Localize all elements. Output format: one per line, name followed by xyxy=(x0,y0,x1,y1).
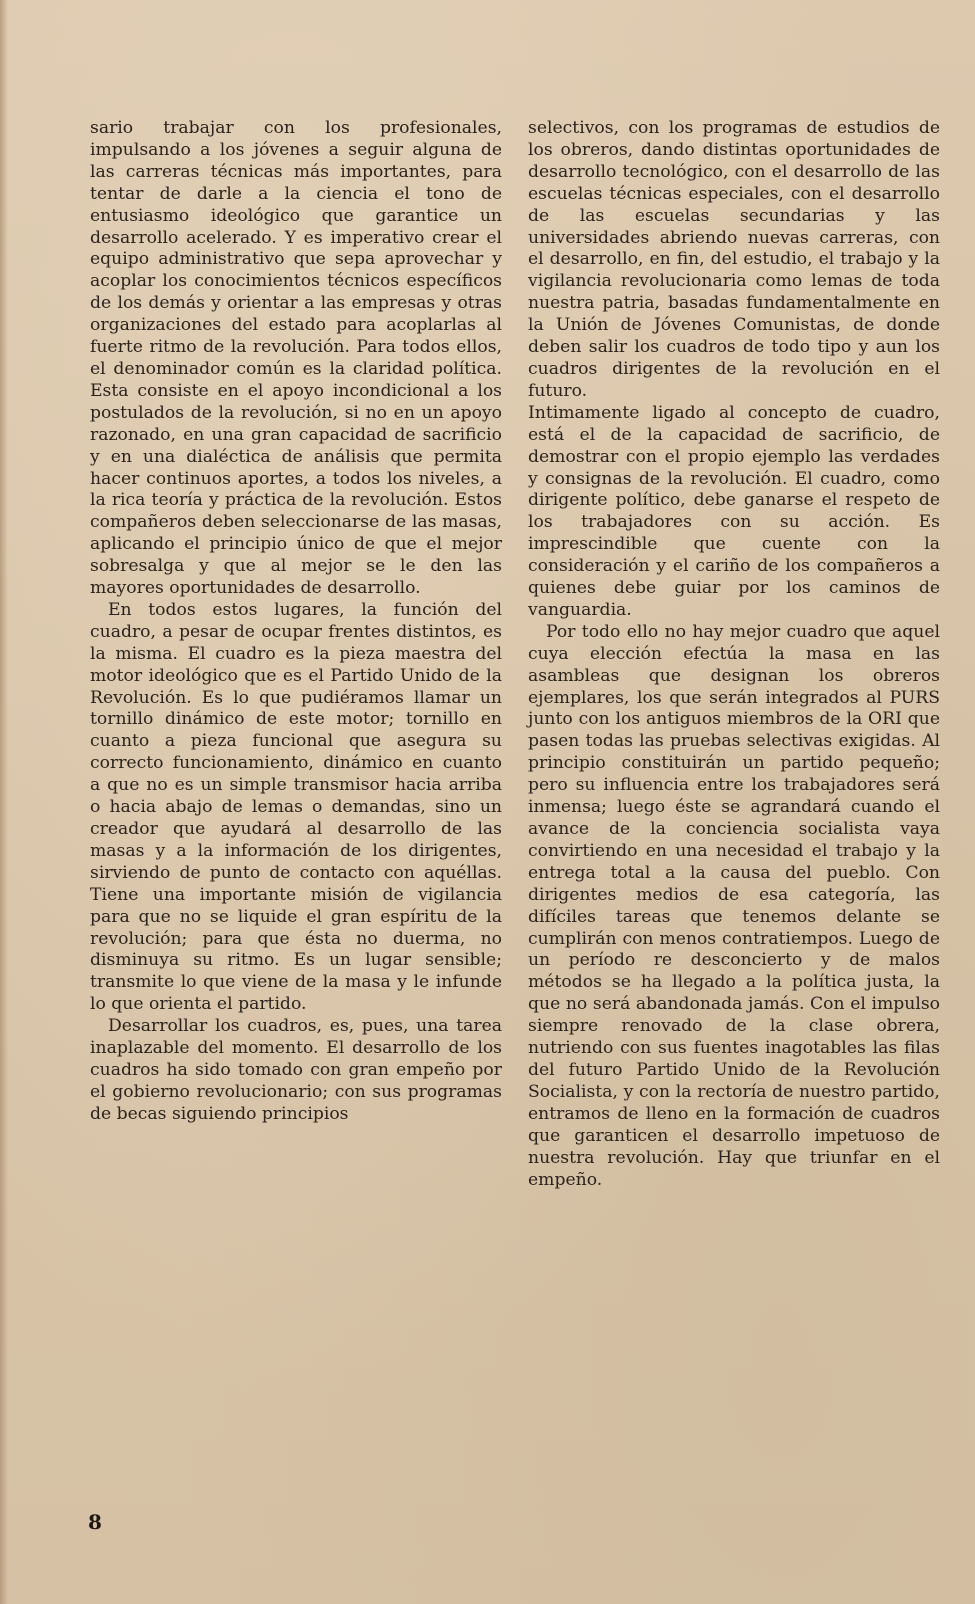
paragraph: selectivos, con los programas de estudios de los obreros, dando distintas oportunidades de desarrollo tecnológico, con el desarrollo de las escuelas técnicas especiales, con el desarrollo de las escuelas secundarias y las universidades abriendo nuevas carreras, con el desarrollo, en fin, del estudio, el trabajo y la vigilancia revolucionaria como lemas de toda nuestra patria, basadas fundamentalmente en la Unión de Jóvenes Comunistas, de donde deben salir los cuadros de todo tipo y aun los cuadros dirigentes de la revolución en el futuro. xyxy=(528,118,940,401)
left-text-column xyxy=(90,118,502,1126)
paragraph: sario trabajar con los profesionales, impulsando a los jóvenes a seguir alguna de las carreras técnicas más importantes, para tentar de darle a la ciencia el tono de entusiasmo ideológico que garantice un desarrollo acelerado. Y es imperativo crear el equipo administrativo que sepa aprovechar y acoplar los conocimientos técnicos específicos de los demás y orientar a las empresas y otras organizaciones del estado para acoplarlas al fuerte ritmo de la revolución. Para todos ellos, el denominador común es la claridad política. Esta consiste en el apoyo incondicional a los postulados de la revolución, si no en un apoyo razonado, en una gran capacidad de sacrificio y en una dialéctica de análisis que permita hacer continuos aportes, a todos los niveles, a la rica teoría y práctica de la revolución. Estos compañeros deben seleccionarse de las masas, aplicando el principio único de que el mejor sobresalga y que al mejor se le den las mayores oportunidades de desarrollo. xyxy=(90,118,502,599)
paragraph: Desarrollar los cuadros, es, pues, una tarea inaplazable del momento. El desarrollo de los cuadros ha sido tomado con gran empeño por el gobierno revolucionario; con sus programas de becas siguiendo principios xyxy=(90,1016,502,1124)
right-text-column xyxy=(528,118,940,1191)
paragraph: Intimamente ligado al concepto de cuadro, está el de la capacidad de sacrificio, de demostrar con el propio ejemplo las verdades y consignas de la revolución. El cuadro, como dirigente político, debe ganarse el respeto de los trabajadores con su acción. Es imprescindible que cuente con la consideración y el cariño de los compañeros a quienes debe guiar por los caminos de vanguardia. xyxy=(528,402,940,620)
paragraph: Por todo ello no hay mejor cuadro que aquel cuya elección efectúa la masa en las asambleas que designan los obreros ejemplares, los que serán integrados al PURS junto con los antiguos miembros de la ORI que pasen todas las pruebas selectivas exigidas. Al principio constituirán un partido pequeño; pero su influencia entre los trabajadores será inmensa; luego éste se agrandará cuando el avance de la conciencia socialista vaya convirtiendo en una necesidad el trabajo y la entrega total a la causa del pueblo. Con dirigentes medios de esa categoría, las difíciles tareas que tenemos delante se cumplirán con menos contratiempos. Luego de un período re desconcierto y de malos métodos se ha llegado a la política justa, la que no será abandonada jamás. Con el impulso siempre renovado de la clase obrera, nutriendo con sus fuentes inagotables las filas del futuro Partido Unido de la Revolución Socialista, y con la rectoría de nuestro partido, entramos de lleno en la formación de cuadros que garanticen el desarrollo impetuoso de nuestra revolución. Hay que triunfar en el empeño. xyxy=(528,621,940,1190)
page-number: 8 xyxy=(88,1510,102,1534)
paragraph: En todos estos lugares, la función del cuadro, a pesar de ocupar frentes distintos, es la misma. El cuadro es la pieza maestra del motor ideológico que es el Partido Unido de la Revolución. Es lo que pudiéramos llamar un tornillo dinámico de este motor; tornillo en cuanto a pieza funcional que asegura su correcto funcionamiento, dinámico en cuanto a que no es un simple transmisor hacia arriba o hacia abajo de lemas o demandas, sino un creador que ayudará al desarrollo de las masas y a la información de los dirigentes, sirviendo de punto de contacto con aquéllas. Tiene una importante misión de vigilancia para que no se liquide el gran espíritu de la revolución; para que ésta no duerma, no disminuya su ritmo. Es un lugar sensible; transmite lo que viene de la masa y le infunde lo que orienta el partido. xyxy=(90,599,502,1015)
page-edge-shadow xyxy=(0,0,8,1604)
